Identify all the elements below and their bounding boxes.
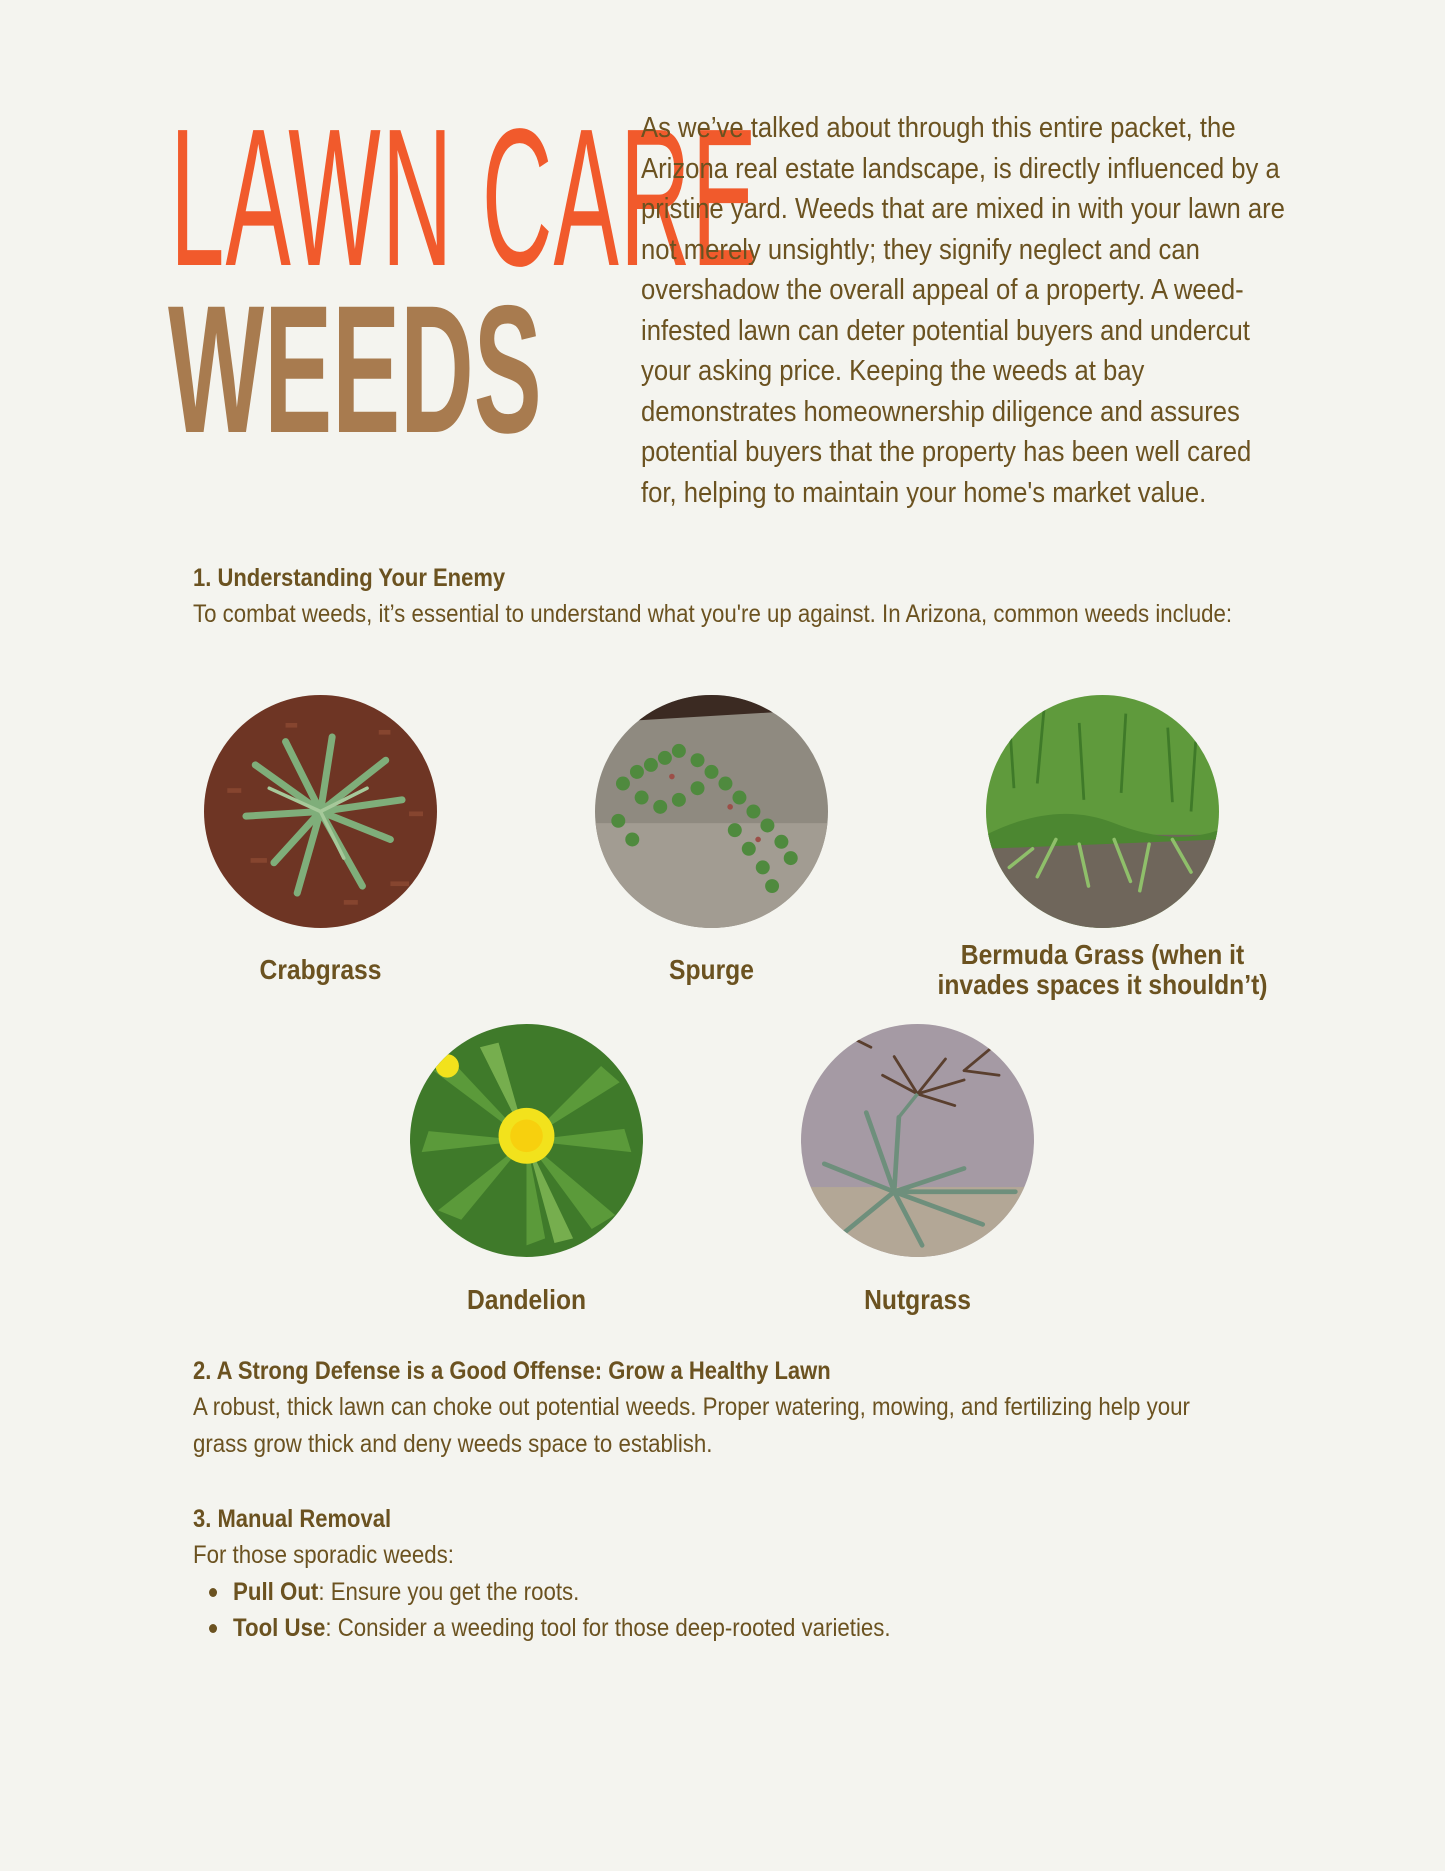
weed-caption-line: invades spaces it shouldn’t) xyxy=(937,969,1268,1000)
weed-caption-bermuda xyxy=(924,940,1280,1000)
dandelion-photo xyxy=(410,1024,643,1257)
list-item-text: : Consider a weeding tool for those deep-rooted varieties. xyxy=(325,1614,891,1642)
weed-crabgrass xyxy=(204,695,437,928)
weed-bermuda-grass xyxy=(986,695,1219,928)
nutgrass-photo xyxy=(801,1024,1034,1257)
intro-paragraph: As we’ve talked about through this entire packet, the Arizona real estate landscape, is directly influenced by a pristine yard. Weeds that are mixed in with your lawn are not merely unsightly; they signify neglect and can overshadow the overall appeal of a property. A weed-infested lawn can deter potential buyers and undercut your asking price. Keeping the weeds at bay demonstrates homeownership diligence and assures potential buyers that the property has been well cared for, helping to maintain your home's market value. xyxy=(641,112,1285,509)
section-text: To combat weeds, it’s essential to understand what you're up against. In Arizona, common weeds include: xyxy=(193,600,1233,628)
weed-caption: Nutgrass xyxy=(864,1284,971,1315)
list-item xyxy=(193,1574,1136,1610)
weed-caption: Crabgrass xyxy=(259,954,382,985)
section-manual-removal xyxy=(193,1501,1253,1646)
crabgrass-photo xyxy=(204,695,437,928)
weed-caption: Dandelion xyxy=(466,1284,587,1315)
bermuda-grass-photo xyxy=(986,695,1219,928)
title-weeds: WEEDS xyxy=(168,267,542,471)
section-heading: 1. Understanding Your Enemy xyxy=(193,564,506,592)
list-item-term: Pull Out xyxy=(233,1578,319,1606)
weed-caption: Spurge xyxy=(669,954,754,985)
section-healthy-lawn xyxy=(193,1353,1253,1463)
title-lawn-care: LAWN CARE xyxy=(170,88,759,307)
removal-list xyxy=(193,1574,1253,1646)
section-understanding xyxy=(193,560,1253,633)
section-heading: 2. A Strong Defense is a Good Offense: Grow a Healthy Lawn xyxy=(193,1357,831,1385)
section-text: A robust, thick lawn can choke out potential weeds. Proper watering, mowing, and fertilizing help your grass grow thick and deny weeds space to establish. xyxy=(193,1393,1190,1458)
weed-nutgrass xyxy=(801,1024,1034,1257)
spurge-photo xyxy=(595,695,828,928)
list-item xyxy=(193,1610,1136,1646)
weed-caption-line: Bermuda Grass (when it xyxy=(960,939,1245,970)
weed-dandelion xyxy=(410,1024,643,1257)
list-item-term: Tool Use xyxy=(233,1614,326,1642)
section-heading: 3. Manual Removal xyxy=(193,1505,392,1533)
list-item-text: : Ensure you get the roots. xyxy=(318,1578,580,1606)
section-text: For those sporadic weeds: xyxy=(193,1541,454,1569)
weed-spurge xyxy=(595,695,828,928)
